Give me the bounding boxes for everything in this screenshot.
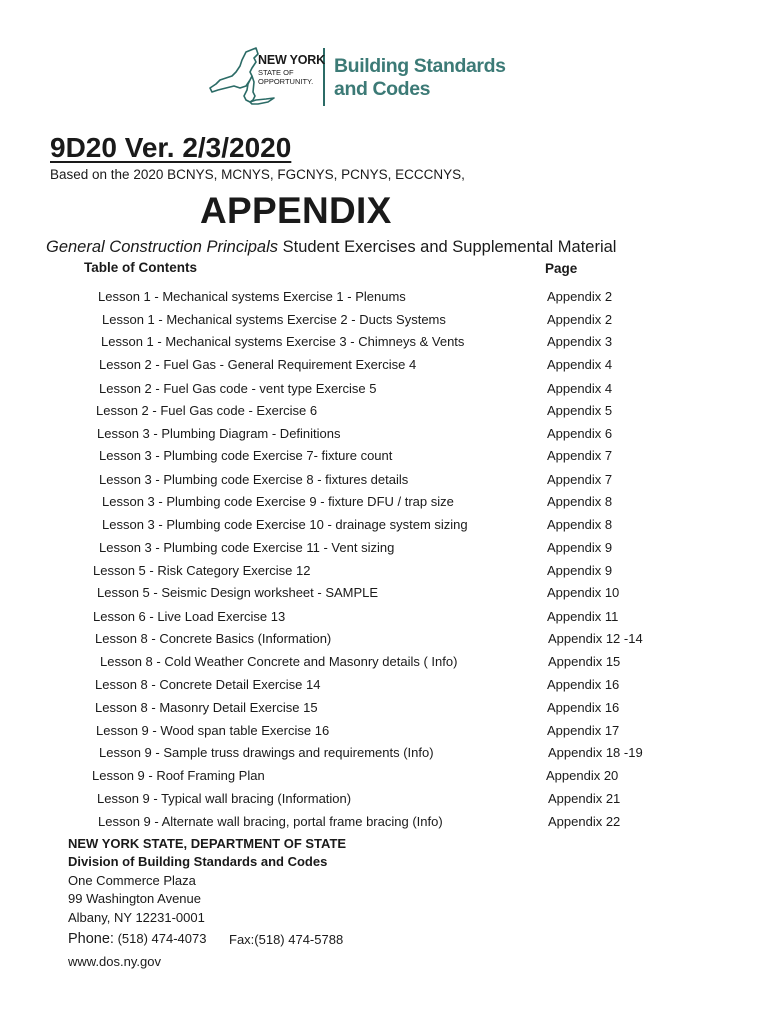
toc-entry-page: Appendix 4 [547,357,613,372]
logo-dept-line2: and Codes [334,78,431,100]
based-on-codes: Based on the 2020 BCNYS, MCNYS, FGCNYS, PCNYS, ECCCNYS, [50,167,465,182]
appendix-heading: APPENDIX [200,190,392,231]
logo-tagline-line1: STATE OF [258,68,294,77]
toc-entry-page: Appendix 9 [547,540,613,555]
phone-label: Phone: [68,931,114,947]
logo-tagline [258,69,313,86]
toc-entry-lesson: Lesson 3 - Plumbing code Exercise 10 - drainage system sizing [102,517,468,532]
toc-entry-lesson: Lesson 3 - Plumbing code Exercise 8 - fixtures details [99,472,409,487]
toc-entry-lesson: Lesson 3 - Plumbing code Exercise 11 - Vent sizing [99,540,395,555]
document-title: 9D20 Ver. 2/3/2020 [50,132,292,163]
org-name: NEW YORK STATE, DEPARTMENT OF STATE [68,836,347,851]
toc-entry-page: Appendix 5 [547,403,613,418]
logo-dept-line1: Building Standards [334,55,506,77]
toc-entry-page: Appendix 3 [547,334,613,349]
toc-entry-page: Appendix 18 -19 [548,745,643,760]
toc-entry-page: Appendix 7 [547,448,613,463]
toc-entry-lesson: Lesson 5 - Seismic Design worksheet - SAMPLE [97,585,379,600]
toc-entry-lesson: Lesson 2 - Fuel Gas code - vent type Exercise 5 [99,381,377,396]
website-link[interactable]: www.dos.ny.gov [68,954,161,969]
toc-entry-lesson: Lesson 9 - Alternate wall bracing, portal frame bracing (Info) [98,814,443,829]
toc-entry-lesson: Lesson 9 - Sample truss drawings and requirements (Info) [99,745,434,760]
address-line1: One Commerce Plaza [68,873,196,888]
address-line3: Albany, NY 12231-0001 [68,910,205,925]
fax-line: Fax:(518) 474-5788 [229,932,344,947]
toc-entry-lesson: Lesson 2 - Fuel Gas - General Requirement Exercise 4 [99,357,417,372]
toc-entry-lesson: Lesson 5 - Risk Category Exercise 12 [93,563,311,578]
address-line2: 99 Washington Avenue [68,891,201,906]
subtitle-italic: General Construction Principals [46,238,279,256]
toc-entry-lesson: Lesson 8 - Concrete Detail Exercise 14 [95,677,321,692]
toc-entry-lesson: Lesson 1 - Mechanical systems Exercise 3 - Chimneys & Vents [101,334,465,349]
subtitle [46,238,616,257]
toc-entry-lesson: Lesson 9 - Roof Framing Plan [92,768,265,783]
toc-entry-page: Appendix 21 [548,791,621,806]
toc-page-heading: Page [545,261,578,276]
toc-entry-lesson: Lesson 6 - Live Load Exercise 13 [93,609,286,624]
toc-entry-page: Appendix 2 [547,289,613,304]
toc-entry-page: Appendix 22 [548,814,621,829]
toc-entry-lesson: Lesson 8 - Masonry Detail Exercise 15 [95,700,318,715]
phone-line [68,931,206,947]
toc-entry-lesson: Lesson 2 - Fuel Gas code - Exercise 6 [96,403,318,418]
toc-entry-lesson: Lesson 1 - Mechanical systems Exercise 1 - Plenums [98,289,406,304]
logo-state-name: NEW YORK [258,53,325,67]
toc-entry-page: Appendix 6 [547,426,613,441]
toc-entry-page: Appendix 20 [546,768,619,783]
toc-entry-page: Appendix 17 [547,723,620,738]
toc-entry-page: Appendix 12 -14 [548,631,643,646]
subtitle-rest: Student Exercises and Supplemental Material [278,238,617,256]
toc-entry-page: Appendix 4 [547,381,613,396]
logo-tagline-line2: OPPORTUNITY. [258,76,314,86]
toc-entry-page: Appendix 8 [547,494,613,509]
toc-entry-lesson: Lesson 3 - Plumbing Diagram - Definitions [97,426,341,441]
toc-entry-page: Appendix 7 [547,472,613,487]
toc-entry-page: Appendix 16 [547,677,620,692]
toc-entry-page: Appendix 10 [547,585,620,600]
toc-entry-page: Appendix 15 [548,654,621,669]
toc-heading: Table of Contents [84,260,197,275]
toc-entry-lesson: Lesson 3 - Plumbing code Exercise 9 - fixture DFU / trap size [102,494,454,509]
phone-number: (518) 474-4073 [113,931,207,946]
toc-entry-lesson: Lesson 3 - Plumbing code Exercise 7- fixture count [99,448,393,463]
toc-entry-lesson: Lesson 8 - Cold Weather Concrete and Masonry details ( Info) [100,654,458,669]
toc-entry-lesson: Lesson 8 - Concrete Basics (Information) [95,631,332,646]
toc-entry-lesson: Lesson 9 - Wood span table Exercise 16 [96,723,330,738]
toc-entry-page: Appendix 9 [547,563,613,578]
toc-entry-page: Appendix 8 [547,517,613,532]
toc-entry-page: Appendix 2 [547,312,613,327]
division-name: Division of Building Standards and Codes [68,854,328,869]
toc-entry-lesson: Lesson 9 - Typical wall bracing (Information) [97,791,352,806]
toc-entry-lesson: Lesson 1 - Mechanical systems Exercise 2 - Ducts Systems [102,312,446,327]
toc-entry-page: Appendix 16 [547,700,620,715]
toc-entry-page: Appendix 11 [547,609,619,624]
